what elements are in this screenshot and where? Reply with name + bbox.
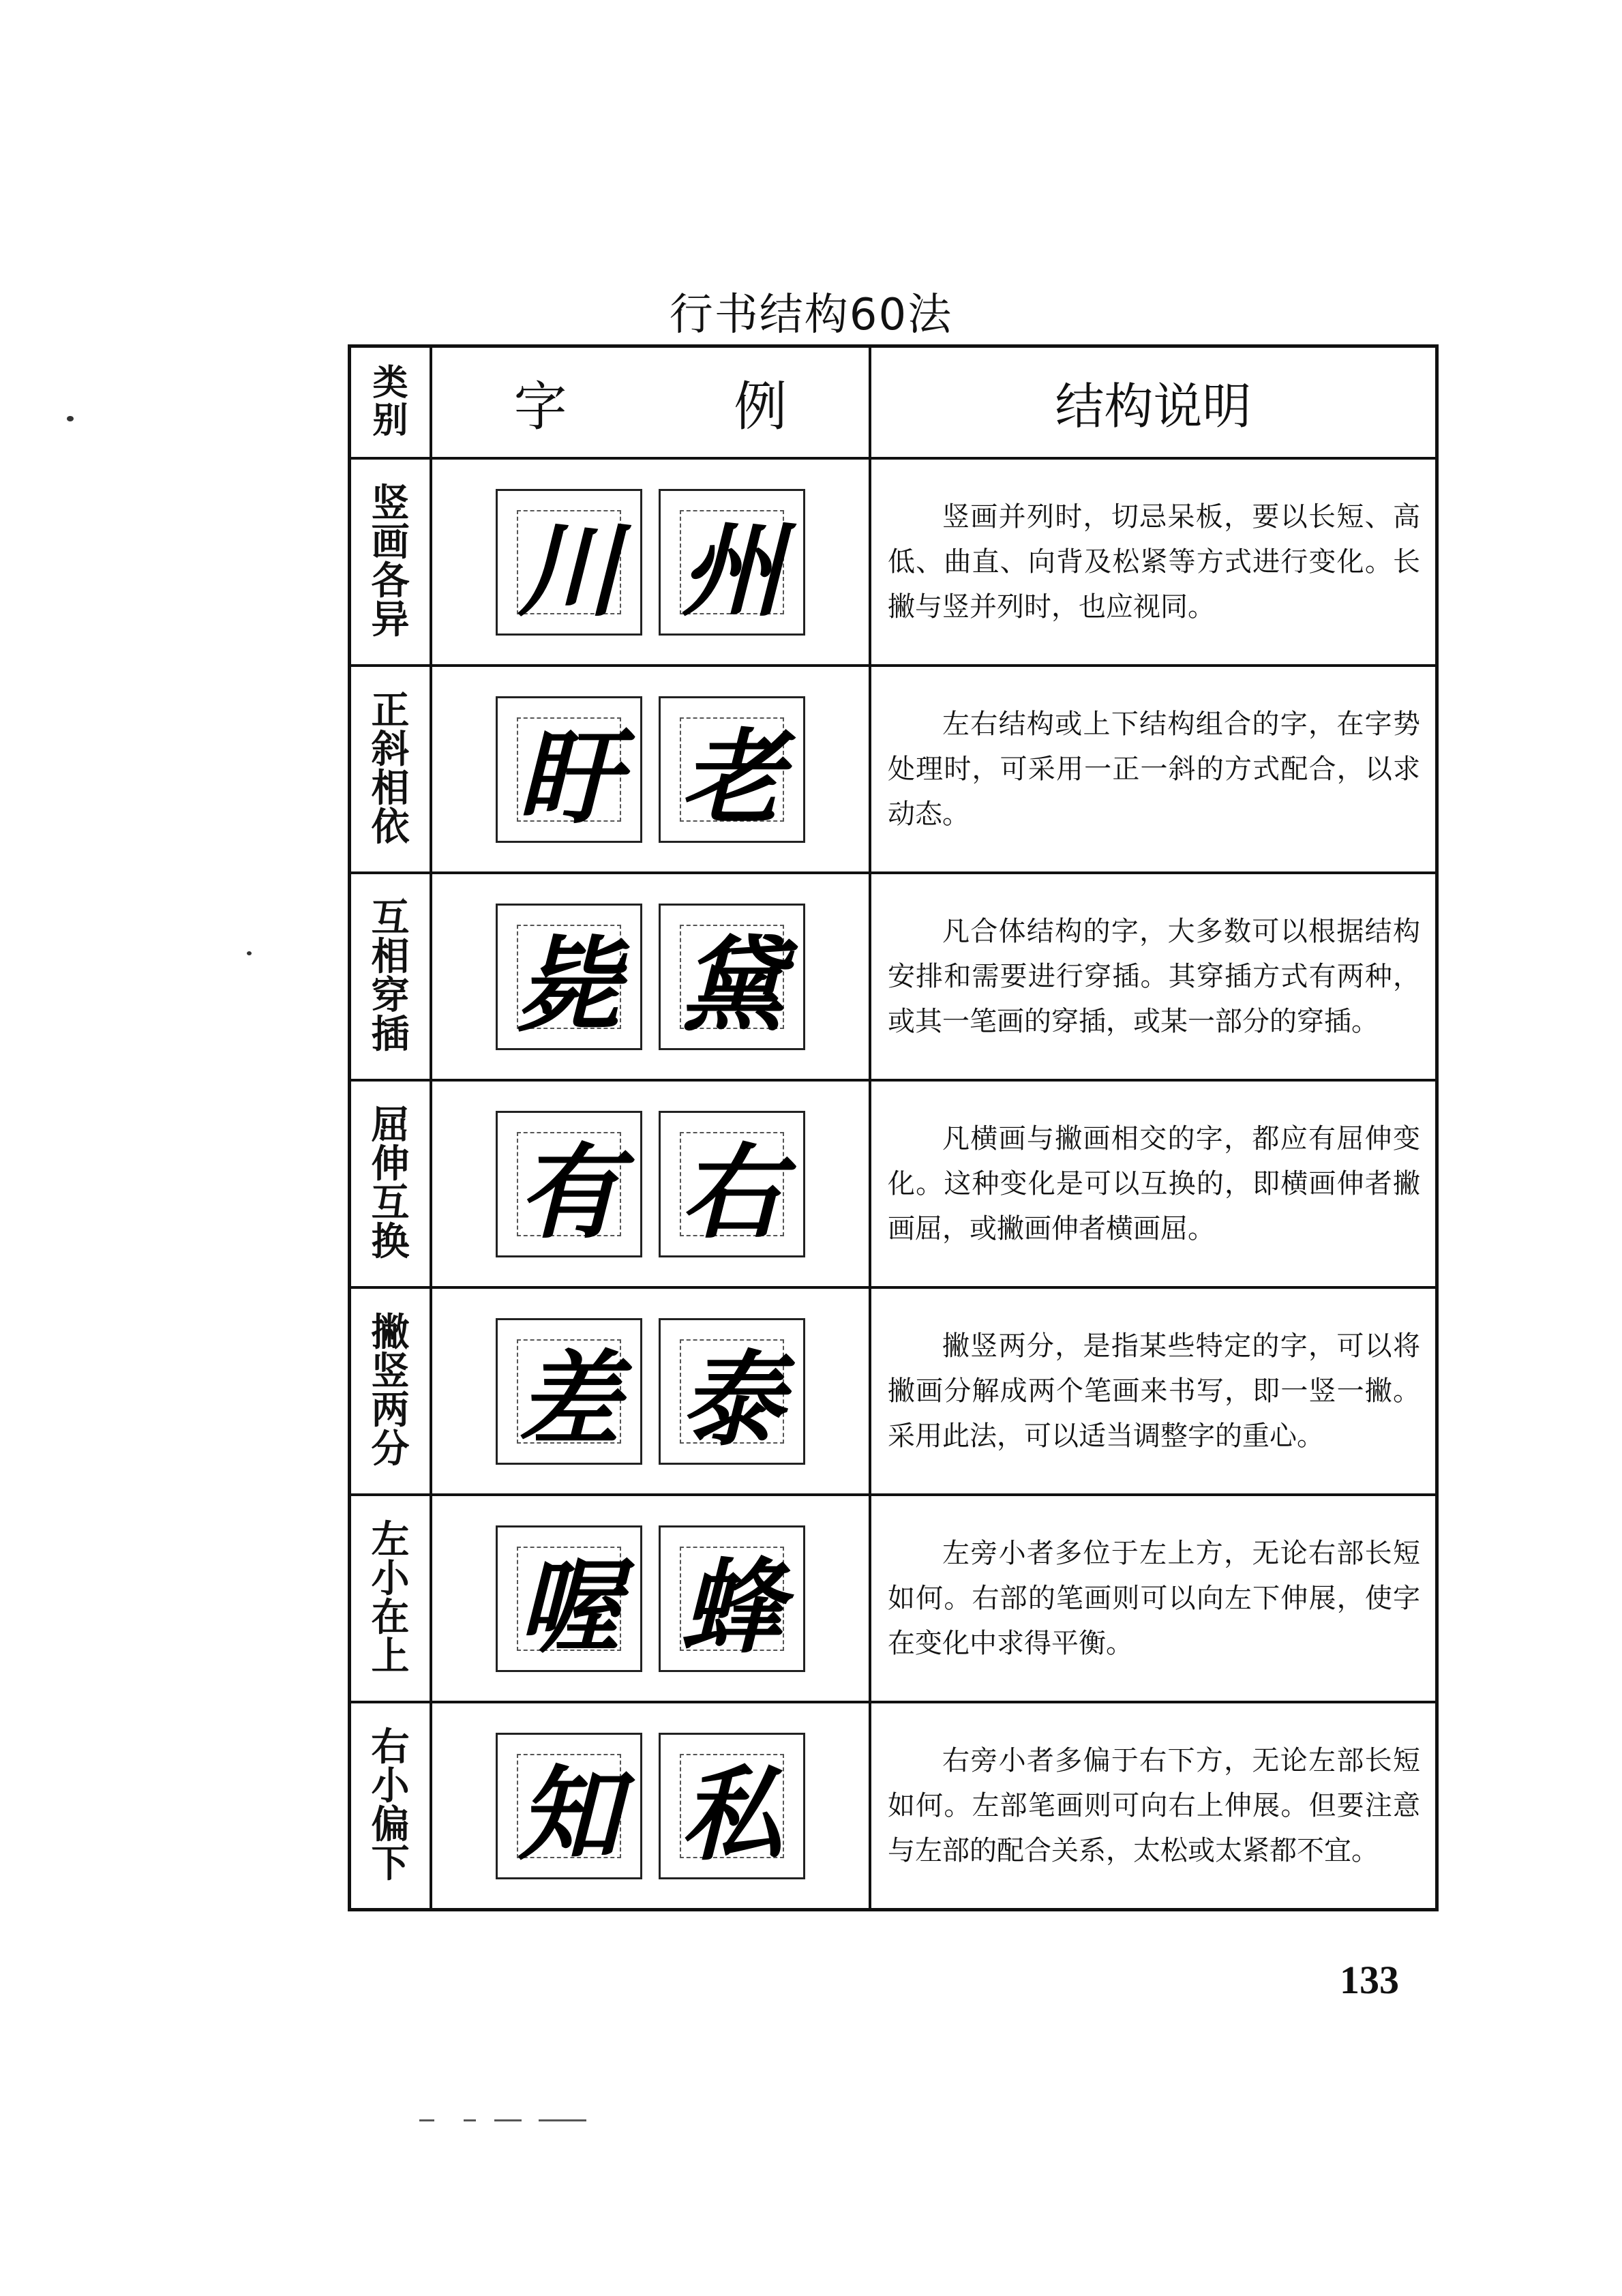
scan-dash [464, 2119, 476, 2121]
row-category: 屈伸互换 [350, 1080, 432, 1287]
row-description: 撇竖两分，是指某些特定的字，可以将撇画分解成两个笔画来书写，即一竖一撇。采用此法，可以适当调整字的重心。 [870, 1287, 1437, 1495]
example-char-box [496, 1111, 642, 1257]
example-char: 知 [517, 1755, 620, 1875]
example-char-box [496, 904, 642, 1050]
table-row [350, 1287, 1437, 1495]
row-examples [431, 458, 870, 666]
table-row [350, 1702, 1437, 1910]
scan-dash [494, 2119, 522, 2121]
row-category: 互相穿插 [350, 873, 432, 1080]
example-char: 私 [680, 1755, 783, 1875]
example-char-box [659, 904, 805, 1050]
example-char: 差 [517, 1340, 620, 1460]
example-char: 老 [680, 718, 783, 838]
row-category: 竖画各异 [350, 458, 432, 666]
example-char: 州 [680, 511, 783, 631]
example-char-box [496, 1318, 642, 1465]
header-description: 结构说明 [870, 346, 1437, 459]
table-row [350, 1080, 1437, 1287]
row-examples [431, 666, 870, 873]
row-category: 正斜相依 [350, 666, 432, 873]
row-description: 右旁小者多偏于右下方，无论左部长短如何。左部笔画则可向右上伸展。但要注意与左部的配合关系，太松或太紧都不宜。 [870, 1702, 1437, 1910]
header-category: 类别 [350, 346, 432, 459]
example-char-box [659, 1733, 805, 1879]
row-examples [431, 1495, 870, 1702]
example-char: 有 [517, 1133, 620, 1253]
example-char-box [659, 1111, 805, 1257]
example-char: 右 [680, 1133, 783, 1253]
page-title: 行书结构60法 [669, 290, 953, 340]
example-char-box [496, 1733, 642, 1879]
example-char-box [496, 696, 642, 843]
example-char: 盱 [517, 718, 620, 838]
example-char-box [659, 1525, 805, 1672]
scan-speck [247, 951, 252, 955]
example-char-box [496, 1525, 642, 1672]
table-row [350, 873, 1437, 1080]
table-row [350, 1495, 1437, 1702]
row-examples [431, 1080, 870, 1287]
example-char: 黛 [680, 925, 783, 1045]
table-row [350, 666, 1437, 873]
row-examples [431, 1702, 870, 1910]
example-char: 毙 [517, 925, 620, 1045]
example-char-box [659, 489, 805, 636]
example-char: 泰 [680, 1340, 783, 1460]
example-char-box [659, 696, 805, 843]
example-char-box [659, 1318, 805, 1465]
row-description: 左右结构或上下结构组合的字，在字势处理时，可采用一正一斜的方式配合，以求动态。 [870, 666, 1437, 873]
row-description: 凡横画与撇画相交的字，都应有屈伸变化。这种变化是可以互换的，即横画伸者撇画屈，或撇画伸者横画屈。 [870, 1080, 1437, 1287]
example-char: 喔 [517, 1547, 620, 1667]
row-category: 左小在上 [350, 1495, 432, 1702]
row-description: 凡合体结构的字，大多数可以根据结构安排和需要进行穿插。其穿插方式有两种，或其一笔画的穿插，或某一部分的穿插。 [870, 873, 1437, 1080]
scan-dash [539, 2119, 586, 2121]
table-header-row [350, 346, 1437, 459]
row-description: 左旁小者多位于左上方，无论右部长短如何。右部的笔画则可以向左下伸展，使字在变化中求得平衡。 [870, 1495, 1437, 1702]
row-examples [431, 873, 870, 1080]
example-char: 川 [517, 511, 620, 631]
table-row [350, 458, 1437, 666]
scan-speck [67, 416, 74, 421]
row-examples [431, 1287, 870, 1495]
example-char-box [496, 489, 642, 636]
row-category: 右小偏下 [350, 1702, 432, 1910]
scan-dash [419, 2119, 434, 2121]
structure-table [348, 344, 1439, 1911]
page-number: 133 [1340, 1958, 1399, 2002]
header-example: 字 例 [431, 346, 870, 459]
example-char: 蜂 [680, 1547, 783, 1667]
row-category: 撇竖两分 [350, 1287, 432, 1495]
row-description: 竖画并列时，切忌呆板，要以长短、高低、曲直、向背及松紧等方式进行变化。长撇与竖并列时，也应视同。 [870, 458, 1437, 666]
